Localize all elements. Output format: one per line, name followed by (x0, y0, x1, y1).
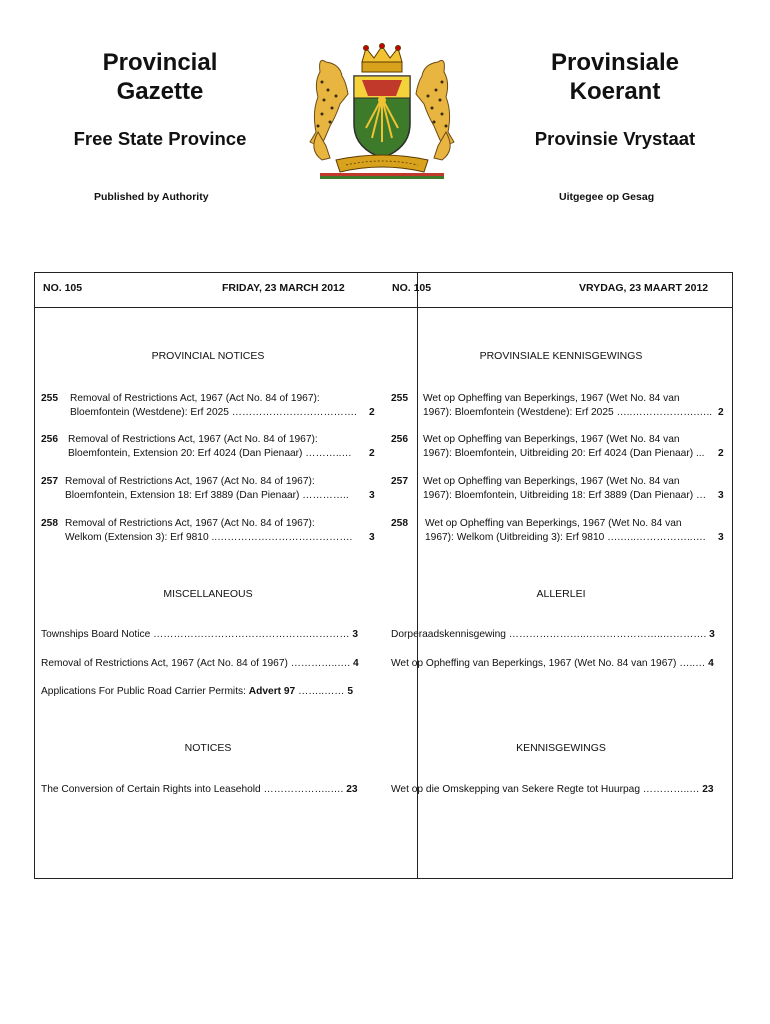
notice-number: 255 (391, 393, 408, 404)
title-english-line2: Gazette (116, 78, 204, 105)
notices-entry-text: Wet op die Omskepping van Sekere Regte tot Huurpag …………..… (391, 784, 703, 795)
notices-entry-page: 23 (702, 784, 714, 795)
motto-ribbon (336, 155, 428, 172)
misc-entry-page: 4 (708, 658, 714, 669)
uitgegee-op-gesag: Uitgegee op Gesag (559, 191, 655, 203)
misc-entry-page: 3 (709, 629, 715, 640)
base-stripes (320, 173, 444, 179)
title-english-line1: Provincial (102, 49, 218, 76)
published-by-authority: Published by Authority (94, 191, 209, 203)
notice-page: 3 (369, 532, 375, 543)
title-afrikaans-line2: Koerant (569, 78, 661, 105)
notice-title-line1: Wet op Opheffing van Beperkings, 1967 (Wet No. 84 van (423, 393, 680, 404)
notice-number: 256 (41, 434, 58, 445)
misc-entry-text: Dorperaadskennisgewing …………………..…………………..…………. (391, 629, 707, 640)
shield (354, 76, 410, 158)
notice-entry-255-english[interactable] (41, 392, 381, 420)
notice-title-line1: Wet op Opheffing van Beperkings, 1967 (Wet No. 84 van (425, 518, 682, 529)
notice-number: 257 (41, 476, 58, 487)
title-afrikaans (515, 48, 715, 106)
notices-entry-page: 23 (346, 784, 358, 795)
misc-entry-page: 5 (347, 686, 353, 697)
notice-title-line2: 1967): Bloemfontein, Uitbreiding 20: Erf 4024 (Dan Pienaar) ... (423, 448, 705, 459)
notice-page: 2 (369, 448, 375, 459)
right-cheetah (416, 60, 454, 160)
notice-page: 2 (369, 407, 375, 418)
notice-title-line2: Bloemfontein, Extension 18: Erf 3889 (Dan Pienaar) ………….. (65, 490, 349, 501)
issue-date-english: FRIDAY, 23 MARCH 2012 (222, 282, 345, 294)
notice-title-line1: Wet op Opheffing van Beperkings, 1967 (Wet No. 84 van (423, 434, 680, 445)
notice-title-line2: 1967): Bloemfontein, Uitbreiding 18: Erf 3889 (Dan Pienaar) … (423, 490, 707, 501)
notice-entry-255-afrikaans[interactable] (391, 392, 731, 420)
coat-of-arms-icon (296, 42, 468, 180)
misc-entry-dorperaadskennisgewing[interactable] (391, 629, 715, 640)
notice-entry-256-english[interactable] (41, 433, 381, 461)
misc-entry-text: Townships Board Notice ……………………………………….………… (41, 629, 350, 640)
heading-provinsiale-kennisgewings: PROVINSIALE KENNISGEWINGS (479, 350, 643, 362)
province-afrikaans: Provinsie Vrystaat (534, 128, 696, 149)
heading-kennisgewings: KENNISGEWINGS (516, 742, 606, 754)
misc-entry-page: 3 (352, 629, 359, 640)
left-cheetah (310, 60, 348, 160)
notice-page: 2 (718, 448, 724, 459)
header-divider (35, 307, 732, 308)
notice-title-line1: Removal of Restrictions Act, 1967 (Act No. 84 of 1967): (70, 393, 320, 404)
notices-entry-text: The Conversion of Certain Rights into Leasehold ………………..…. (41, 784, 347, 795)
issue-date-afrikaans: VRYDAG, 23 MAART 2012 (579, 282, 709, 294)
crown (362, 44, 402, 73)
notice-page: 3 (718, 490, 724, 501)
notice-title-line1: Wet op Opheffing van Beperkings, 1967 (Wet No. 84 van (423, 476, 680, 487)
notice-number: 256 (391, 434, 408, 445)
misc-entry-advert: Advert 97 (248, 686, 296, 697)
notice-title-line2: Welkom (Extension 3): Erf 9810 ..…………………………………. (65, 532, 353, 543)
issue-number-english: NO. 105 (43, 282, 83, 294)
notice-page: 3 (718, 532, 724, 543)
notice-title-line1: Removal of Restrictions Act, 1967 (Act No. 84 of 1967): (68, 434, 318, 445)
misc-entry-text: Wet op Opheffing van Beperkings, 1967 (Wet No. 84 van 1967) …..… (391, 658, 706, 669)
misc-entry-page: 4 (353, 658, 359, 669)
heading-allerlei: ALLERLEI (536, 588, 586, 600)
notice-title-line2: Bloemfontein (Westdene): Erf 2025 ………………………………. (70, 407, 357, 418)
misc-entry-road-carrier-permits[interactable] (41, 686, 353, 697)
notice-page: 2 (718, 407, 724, 418)
misc-entry-removal-of-restrictions[interactable] (41, 658, 359, 669)
notice-title-line1: Removal of Restrictions Act, 1967 (Act No. 84 of 1967): (65, 476, 315, 487)
misc-entry-text: Removal of Restrictions Act, 1967 (Act No. 84 of 1967) …………..…. (41, 658, 351, 669)
title-afrikaans-line1: Provinsiale (550, 49, 680, 76)
heading-provincial-notices: PROVINCIAL NOTICES (151, 350, 265, 362)
notice-entry-257-english[interactable] (41, 475, 381, 503)
misc-entry-townships-board[interactable] (41, 629, 358, 640)
notice-entry-258-english[interactable] (41, 517, 381, 545)
heading-notices: NOTICES (184, 742, 232, 754)
notice-page: 3 (369, 490, 375, 501)
notice-number: 258 (391, 518, 408, 529)
notice-entry-257-afrikaans[interactable] (391, 475, 731, 503)
notice-entry-256-afrikaans[interactable] (391, 433, 731, 461)
misc-entry-wet-op-opheffing[interactable] (391, 658, 714, 669)
contents-table (34, 272, 733, 879)
misc-entry-text-prefix: Applications For Public Road Carrier Permits: (41, 686, 249, 697)
notice-title-line2: 1967): Bloemfontein (Westdene): Erf 2025 …..……………….….. (423, 407, 713, 418)
notice-number: 257 (391, 476, 408, 487)
heading-miscellaneous: MISCELLANEOUS (163, 588, 253, 600)
notice-title-line2: Bloemfontein, Extension 20: Erf 4024 (Dan Pienaar) ………..… (68, 448, 352, 459)
notice-title-line1: Removal of Restrictions Act, 1967 (Act No. 84 of 1967): (65, 518, 315, 529)
notice-entry-258-afrikaans[interactable] (391, 517, 731, 545)
issue-number-afrikaans: NO. 105 (392, 282, 432, 294)
misc-entry-text-suffix: ……..…… (295, 686, 345, 697)
title-english (60, 48, 260, 106)
notices-entry-omskepping[interactable] (391, 784, 714, 795)
notice-title-line2: 1967): Welkom (Uitbreiding 3): Erf 9810 ….…..……………..…. (425, 532, 706, 543)
notice-number: 258 (41, 518, 58, 529)
province-english: Free State Province (73, 128, 247, 149)
notice-number: 255 (41, 393, 58, 404)
notices-entry-conversion[interactable] (41, 784, 358, 795)
